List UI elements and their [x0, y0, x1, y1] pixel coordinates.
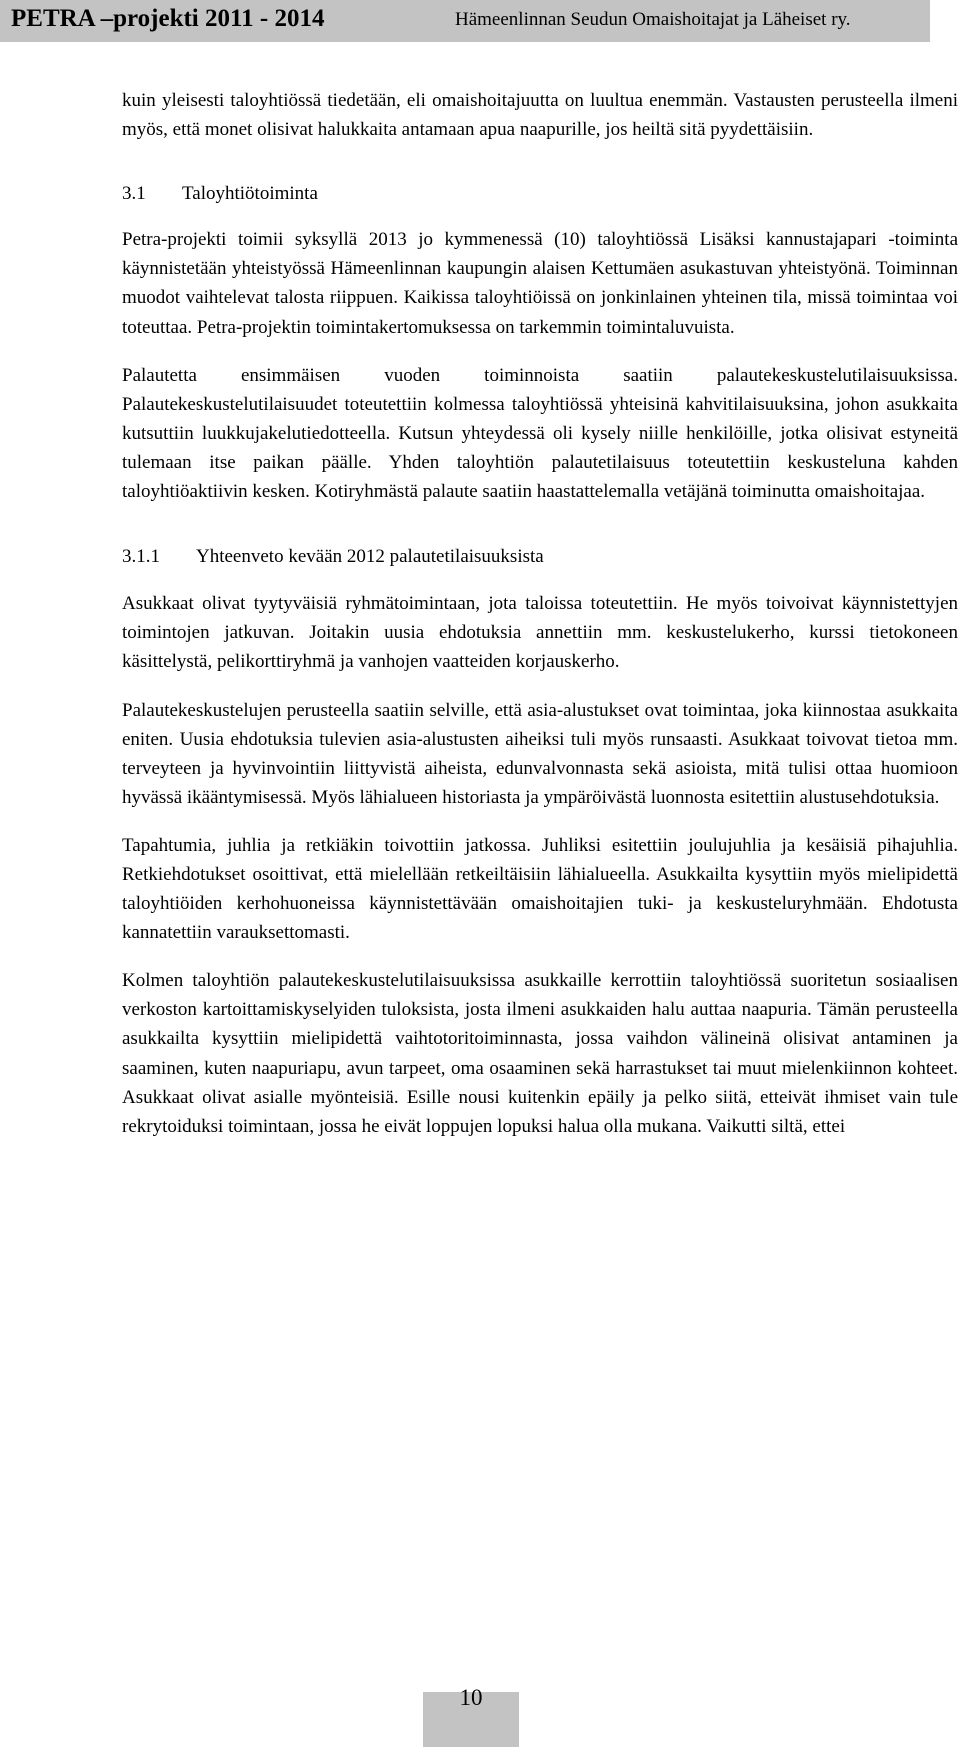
subsection-heading: [122, 542, 958, 571]
subsection-paragraph: Kolmen taloyhtiön palautekeskustelutilaisuuksissa asukkaille kerrottiin taloyhtiössä suoritetun sosiaalisen verkoston kartoittamiskyselyiden tuloksista, josta ilmeni asukkaiden halu auttaa naapuria. Tämän perusteella asukkailta kysyttiin mielipidettä vaihtotoritoiminnasta, jossa vaihdon välineinä olisivat antaminen ja saaminen, kuten naapuriapu, avun tarpeet, oma osaaminen sekä harrastukset tai muut mielenkiinnon kohteet. Asukkaat olivat asialle myönteisiä. Esille nousi kuitenkin epäily ja pelko siitä, etteivät ihmiset vain tule rekrytoiduksi toimintaan, jossa he eivät loppujen lopuksi halua olla mukana. Vaikutti siltä, ettei: [122, 970, 958, 1137]
subsection-number: 3.1.1: [122, 546, 160, 568]
header-project-title: PETRA –projekti 2011 - 2014: [11, 5, 325, 32]
section-paragraph: Palautetta ensimmäisen vuoden toiminnoista saatiin palautekeskustelutilaisuuksissa. Palautekeskustelutilaisuudet toteutettiin kolmessa taloyhtiössä yhteisinä kahvitilaisuuksina, johon asukkaita kutsuttiin luukkujakelutiedotteella. Kutsun yhteydessä oli kysely niille henkilöille, jotka olisivat estyneitä tulemaan itse paikan päälle. Yhden taloyhtiön palautetilaisuus toteutettiin keskusteluna kahden taloyhtiöaktiivin kesken. Kotiryhmästä palaute saatiin haastattelemalla vetäjänä toiminutta omaishoitajaa.: [122, 364, 958, 503]
document-body: [122, 86, 958, 1141]
subsection-paragraph: Palautekeskustelujen perusteella saatiin selville, että asia-alustukset ovat toimintaa, joka kiinnostaa asukkaita eniten. Uusia ehdotuksia tulevien asia-alustusten aiheiksi tuli myös runsaasti. Asukkaat toivovat tietoa mm. terveyteen ja hyvinvointiin liittyvistä aiheista, edunvalvonnasta sekä asioista, mitä tulisi ottaa huomioon hyvässä ikääntymisessä. Myös lähialueen historiasta ja ympäröivästä luonnosta esitettiin alustusehdotuksia.: [122, 699, 958, 808]
section-title: Taloyhtiötoiminta: [182, 183, 318, 205]
header-organization: Hämeenlinnan Seudun Omaishoitajat ja Läheiset ry.: [455, 9, 851, 30]
subsection-paragraph: Asukkaat olivat tyytyväisiä ryhmätoimintaan, jota taloissa toteutettiin. He myös toivoivat käynnistettyjen toimintojen jatkuvan. Joitakin uusia ehdotuksia annettiin mm. keskustelukerho, kurssi tietokoneen käsittelystä, pelikorttiryhmä ja vanhojen vaatteiden korjauskerho.: [122, 593, 958, 673]
page-header: [0, 0, 930, 42]
section-paragraph: Petra-projekti toimii syksyllä 2013 jo kymmenessä (10) taloyhtiössä Lisäksi kannustajapari -toiminta käynnistetään yhteistyössä Hämeenlinnan kaupungin alaisen Kettumäen asukastuvan yhteistyönä. Toiminnan muodot vaihtelevat talosta riippuen. Kaikissa taloyhtiöissä on jonkinlainen yhteinen tila, missä toimintaa voi toteuttaa. Petra-projektin toimintakertomuksessa on tarkemmin toimintaluvuista.: [122, 229, 958, 338]
subsection-paragraph: Tapahtumia, juhlia ja retkiäkin toivottiin jatkossa. Juhliksi esitettiin joulujuhlia ja kesäisiä pihajuhlia. Retkiehdotukset osoittivat, että mielellään retkeiltäisiin lähialueella. Asukkailta kysyttiin myös mielipidettä taloyhtiöiden kerhohuoneissa käynnistettävään omaishoitajien tuki- ja keskusteluryhmään. Ehdotusta kannatettiin varauksettomasti.: [122, 834, 958, 944]
page-footer: [423, 1685, 519, 1747]
page-number: 10: [459, 1685, 483, 1710]
subsection-title: Yhteenveto kevään 2012 palautetilaisuuksista: [196, 546, 544, 568]
section-number: 3.1: [122, 183, 146, 205]
section-heading: [122, 179, 958, 208]
intro-paragraph: kuin yleisesti taloyhtiössä tiedetään, eli omaishoitajuutta on luultua enemmän. Vastausten perusteella ilmeni myös, että monet olisivat halukkaita antamaan apua naapurille, jos heiltä sitä pyydettäisiin.: [122, 90, 958, 141]
